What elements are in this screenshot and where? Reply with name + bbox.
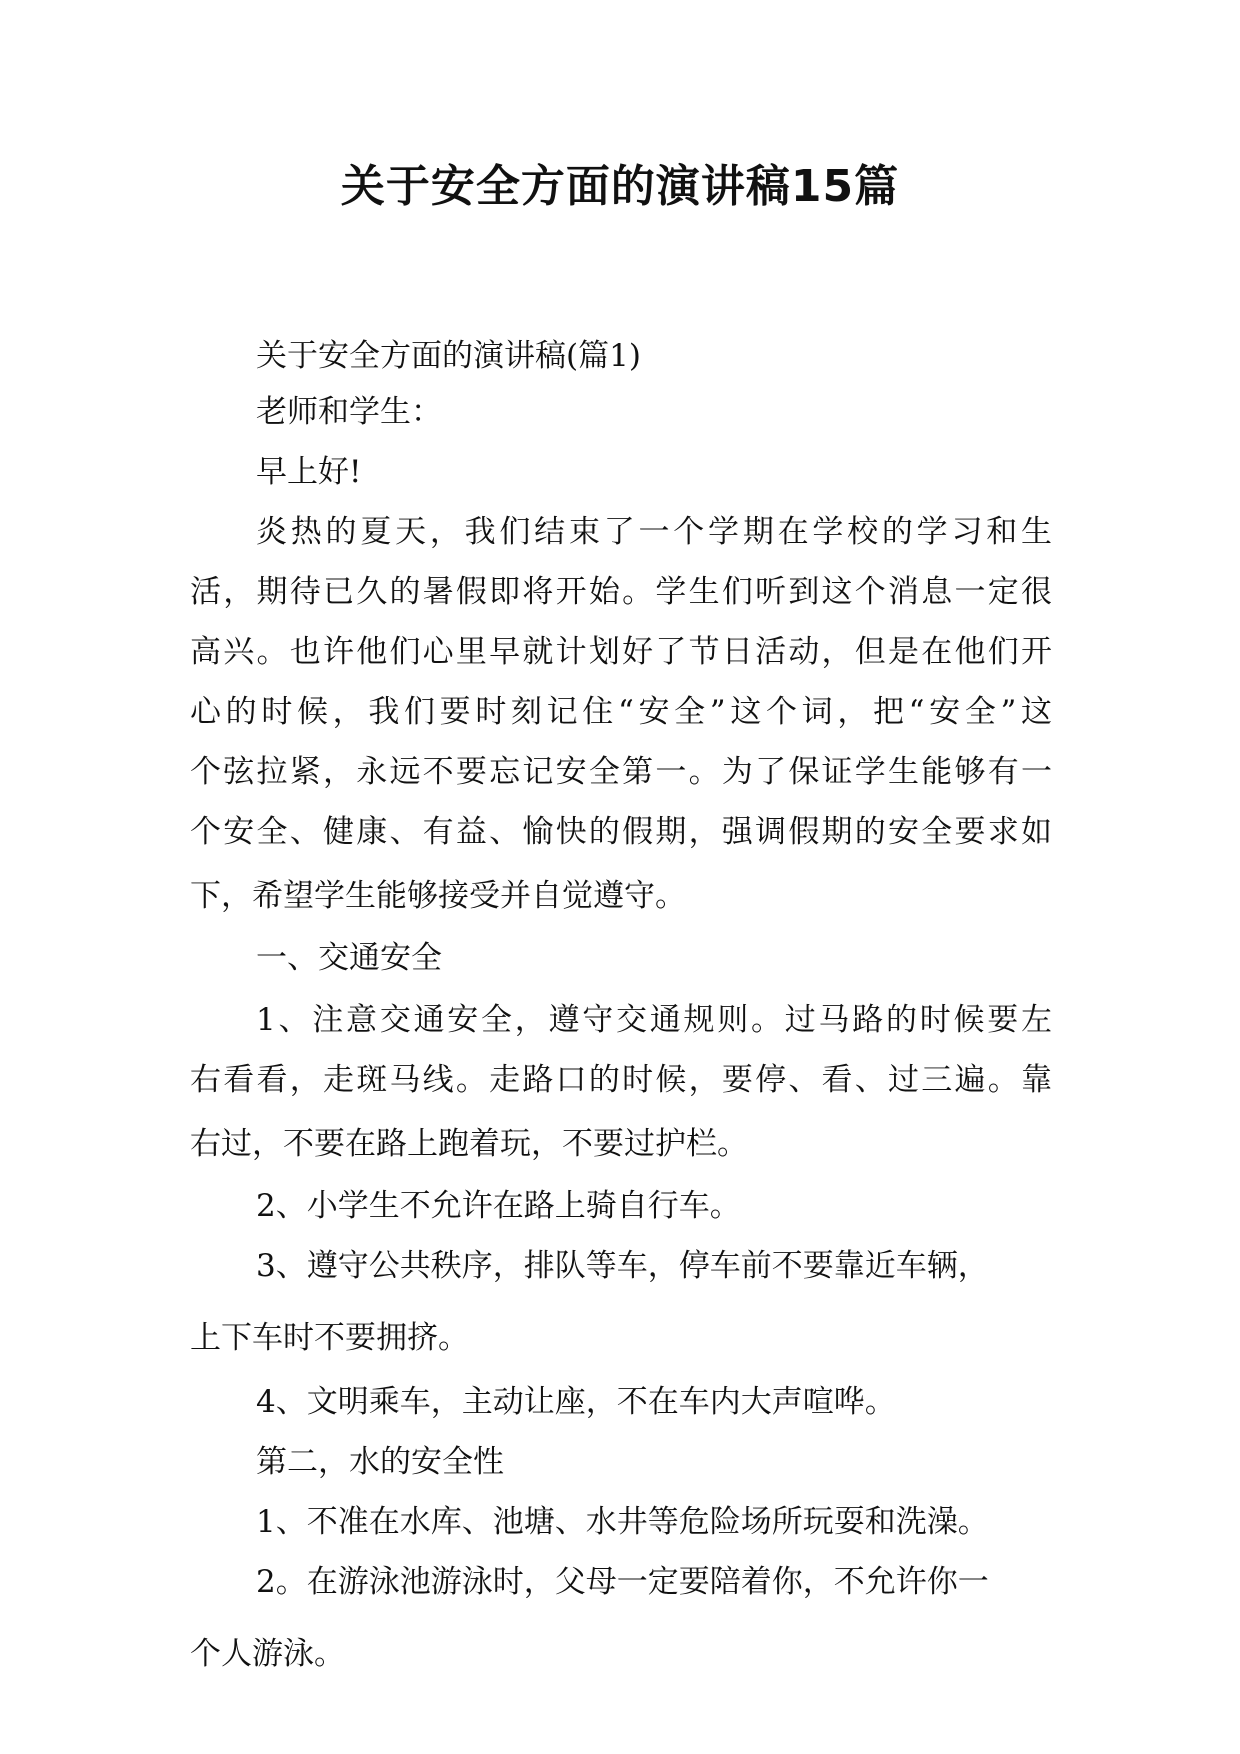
paragraph-line: 炎热的夏天，我们结束了一个学期在学校的学习和生 bbox=[256, 514, 1052, 550]
list-item: 1、不准在水库、池塘、水井等危险场所玩耍和洗澡。 bbox=[256, 1504, 989, 1540]
paragraph-line: 活，期待已久的暑假即将开始。学生们听到这个消息一定很 bbox=[190, 574, 1052, 610]
salutation: 老师和学生： bbox=[256, 394, 442, 430]
paragraph-line: 个安全、健康、有益、愉快的假期，强调假期的安全要求如 bbox=[190, 814, 1052, 850]
list-item: 2、小学生不允许在路上骑自行车。 bbox=[256, 1188, 741, 1224]
greeting: 早上好! bbox=[256, 454, 362, 490]
paragraph-line: 右过，不要在路上跑着玩，不要过护栏。 bbox=[190, 1126, 748, 1162]
document-title: 关于安全方面的演讲稿15篇 bbox=[340, 161, 900, 212]
paragraph-line: 高兴。也许他们心里早就计划好了节日活动，但是在他们开 bbox=[190, 634, 1052, 670]
paragraph-line: 1、注意交通安全，遵守交通规则。过马路的时候要左 bbox=[256, 1002, 1052, 1038]
list-item: 3、遵守公共秩序，排队等车，停车前不要靠近车辆， bbox=[256, 1248, 989, 1284]
paragraph-line: 个弦拉紧，永远不要忘记安全第一。为了保证学生能够有一 bbox=[190, 754, 1052, 790]
paragraph-line: 心的时候，我们要时刻记住“安全”这个词，把“安全”这 bbox=[190, 694, 1052, 730]
list-item: 2。在游泳池游泳时，父母一定要陪着你，不允许你一 bbox=[256, 1564, 989, 1600]
subsection-heading: 一、交通安全 bbox=[256, 940, 442, 976]
paragraph-line: 上下车时不要拥挤。 bbox=[190, 1320, 469, 1356]
paragraph-line: 下，希望学生能够接受并自觉遵守。 bbox=[190, 878, 686, 914]
paragraph-line: 个人游泳。 bbox=[190, 1636, 345, 1672]
section-heading: 关于安全方面的演讲稿(篇1) bbox=[256, 338, 641, 374]
subsection-heading: 第二，水的安全性 bbox=[256, 1444, 504, 1480]
paragraph-line: 右看看，走斑马线。走路口的时候，要停、看、过三遍。靠 bbox=[190, 1062, 1052, 1098]
list-item: 4、文明乘车，主动让座，不在车内大声喧哗。 bbox=[256, 1384, 896, 1420]
